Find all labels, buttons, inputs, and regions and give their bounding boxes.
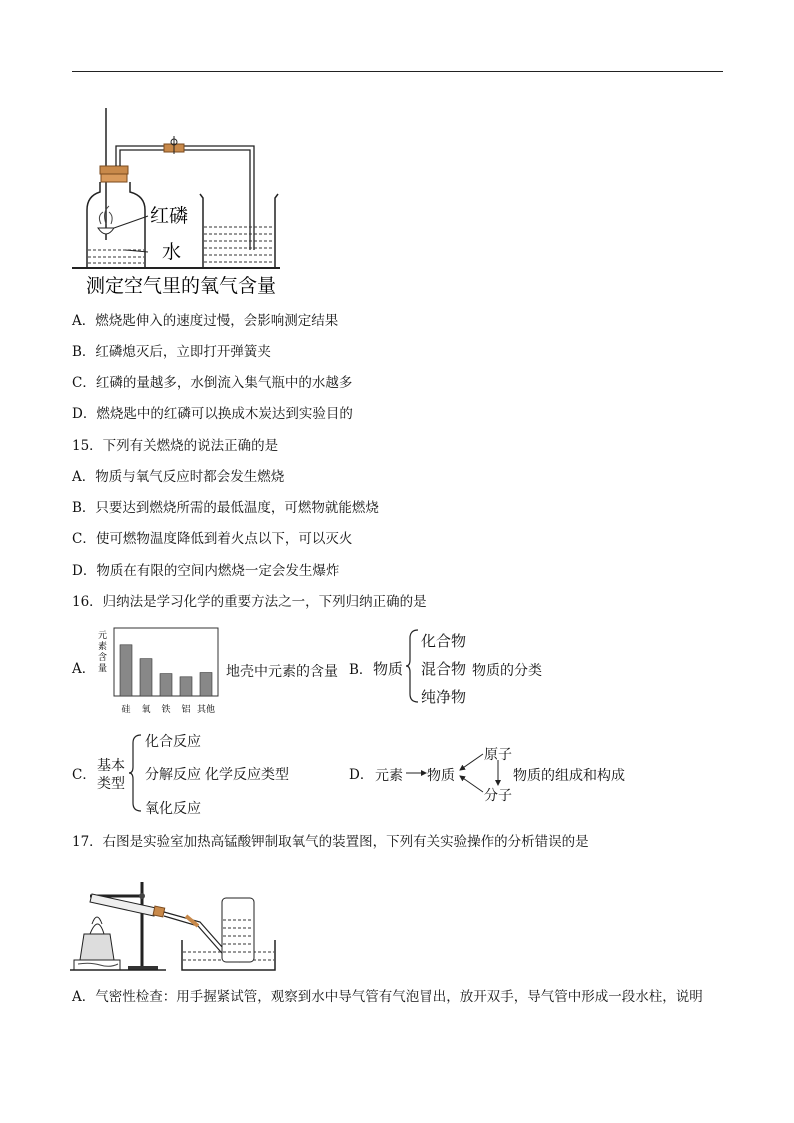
q14-option-d: D．燃烧匙中的红磷可以换成木炭达到实验目的 [72,406,353,422]
q16-b-item-1: 化合物 [421,632,467,650]
category-label-3: 铝 [181,705,191,715]
label-water: 水 [162,241,182,263]
q14-option-b: B．红磷熄灭后，立即打开弹簧夹 [72,344,271,360]
q15-option-b: B．只要达到燃烧所需的最低温度，可燃物就能燃烧 [72,500,379,516]
q17-stem: 17．右图是实验室加热高锰酸钾制取氧气的装置图，下列有关实验操作的分析错误的是 [72,834,589,850]
bar-2 [160,674,172,696]
bar-4 [200,673,212,696]
q16-a-letter: A． [72,661,96,677]
q16-b-root: 物质 [373,660,404,678]
q14-option-c: C．红磷的量越多，水倒流入集气瓶中的水越多 [72,375,353,391]
q16-b-item-3: 纯净物 [421,688,467,706]
category-label-2: 铁 [161,705,171,715]
q15-option-d: D．物质在有限的空间内燃烧一定会发生爆炸 [72,563,340,579]
q16-c-root-line2: 类型 [97,776,125,792]
q16-a-bar-chart [94,626,224,718]
ylabel-char-4: 量 [98,664,108,674]
q16-c-item-2: 分解反应 [145,767,201,783]
figure-caption: 测定空气里的氧气含量 [86,275,277,297]
q16-c-root-line1: 基本 [97,758,125,774]
category-label-4: 其他 [196,705,216,715]
q16-d-letter: D． [349,767,374,783]
q16-c-brace [129,733,143,813]
q15-stem: 15．下列有关燃烧的说法正确的是 [72,438,279,454]
bar-3 [180,677,192,696]
label-red-phosphorus: 红磷 [150,205,189,227]
q16-c-item-3: 氧化反应 [145,801,201,817]
q17-option-a: A．气密性检查：用手握紧试管，观察到水中导气管有气泡冒出，放开双手，导气管中形成一段水柱，说明 [72,989,703,1005]
category-label-1: 氧 [141,705,151,715]
q16-d-element: 元素 [375,768,403,784]
category-label-0: 硅 [121,705,131,715]
ylabel-char-3: 含 [98,653,108,663]
q15-option-a: A．物质与氧气反应时都会发生燃烧 [72,469,285,485]
q16-b-caption: 物质的分类 [472,663,542,679]
header-rule [72,71,723,72]
q16-d-molecule: 分子 [484,788,512,804]
q16-b-item-2: 混合物 [421,660,467,678]
ylabel-char-2: 素 [98,642,108,652]
q16-b-letter: B． [349,662,373,678]
q16-d-substance: 物质 [427,768,455,784]
oxygen-measurement-apparatus [70,100,285,300]
q16-stem: 16．归纳法是学习化学的重要方法之一，下列归纳正确的是 [72,594,427,610]
q16-b-brace [406,628,420,704]
q15-option-c: C．使可燃物温度降低到着火点以下，可以灭火 [72,531,353,547]
ylabel-char-1: 元 [98,631,108,641]
q16-a-caption: 地壳中元素的含量 [226,664,338,680]
q16-d-arrows [400,740,510,810]
kmno4-oxygen-apparatus [70,880,280,972]
q16-c-item-1: 化合反应 [145,734,201,750]
bar-0 [120,645,132,696]
bar-1 [140,659,152,696]
q16-c-letter: C． [72,767,96,783]
q16-d-atom: 原子 [484,747,512,763]
q16-c-caption: 化学反应类型 [205,767,289,783]
q16-d-caption: 物质的组成和构成 [513,768,625,784]
q14-option-a: A．燃烧匙伸入的速度过慢，会影响测定结果 [72,313,339,329]
